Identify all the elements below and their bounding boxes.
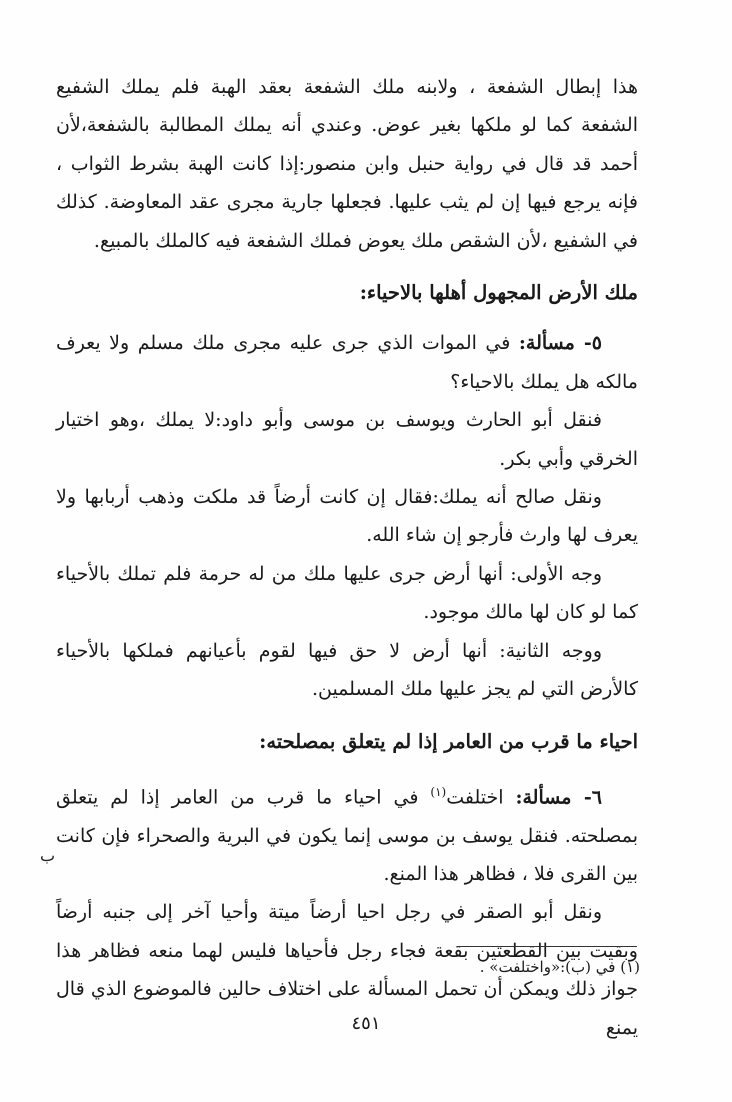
issue-6-label: ٦- مسألة: [515, 786, 603, 809]
intro-paragraph: هذا إبطال الشفعة ، ولابنه ملك الشفعة بعقد الهبة فلم يملك الشفيع الشفعة كما لو ملكها بغير عوض. وعندي أنه يملك المطالبة بالشفعة،لأن أحمد قد قال في رواية حنبل وابن منصور:إذا كانت الهبة بشرط الثواب ، فإنه يرجع فيها إن لم يثب عليها. فجعلها جارية مجرى عقد المعاوضة. كذلك في الشفيع ،لأن الشقص ملك يعوض فملك الشفعة فيه كالملك بالمبيع. [56, 76, 638, 252]
footnote-divider [457, 946, 637, 947]
issue-5-text: في الموات الذي جرى عليه مجرى ملك مسلم ولا يعرف مالكه هل يملك بالاحياء؟ [56, 332, 638, 393]
issue-5-paragraph [56, 324, 638, 401]
issue-6-text-a: اختلفت [446, 786, 516, 809]
footnote: (١) في (ب):«واختلفت» . [479, 958, 640, 976]
issue-6-text-b: في احياء ما قرب من العامر إذا لم يتعلق بمصلحته. فنقل يوسف بن موسى إنما يكون في البرية والصحراء فإن كانت بين القرى فلا ، فظاهر هذا المنع. [56, 786, 638, 886]
section-heading-1: ملك الأرض المجهول أهلها بالاحياء: [359, 281, 638, 305]
section1-paragraph-3: وجه الأولى: أنها أرض جرى عليها ملك من له حرمة فلم تملك بالأحياء كما لو كان لها مالك موجود. [56, 562, 638, 624]
section1-paragraph-4: ووجه الثانية: أنها أرض لا حق فيها لقوم بأعيانهم فملكها بالأحياء كالأرض التي لم يجز عليها ملك المسلمين. [56, 639, 638, 701]
section1-paragraph-2: ونقل صالح أنه يملك:فقال إن كانت أرضاً قد ملكت وذهب أربابها ولا يعرف لها وارث فأرجو إن شاء الله. [56, 486, 638, 547]
body-text [56, 68, 638, 1047]
section2-paragraph-1: ونقل أبو الصقر في رجل احيا أرضاً ميتة وأحيا آخر إلى جنبه أرضاً وبقيت بين القطعتين بقعة فجاء رجل فأحياها فليس لهما منعه فظاهر هذا جواز ذلك ويمكن أن تحمل المسألة على اختلاف حالين فالموضوع الذي قال يمنع [56, 901, 638, 1039]
issue-6-paragraph [56, 773, 638, 894]
issue-5-label: ٥- مسألة: [518, 332, 603, 355]
footnote-reference[interactable]: (١) [430, 784, 447, 799]
section-heading-2: احياء ما قرب من العامر إذا لم يتعلق بمصلحته: [259, 729, 638, 753]
section1-paragraph-1: فنقل أبو الحارث ويوسف بن موسى وأبو داود:لا يملك ،وهو اختيار الخرقي وأبي بكر. [56, 409, 638, 470]
page-number: ٤٥١ [351, 1013, 381, 1034]
margin-mark: ب [40, 846, 56, 865]
